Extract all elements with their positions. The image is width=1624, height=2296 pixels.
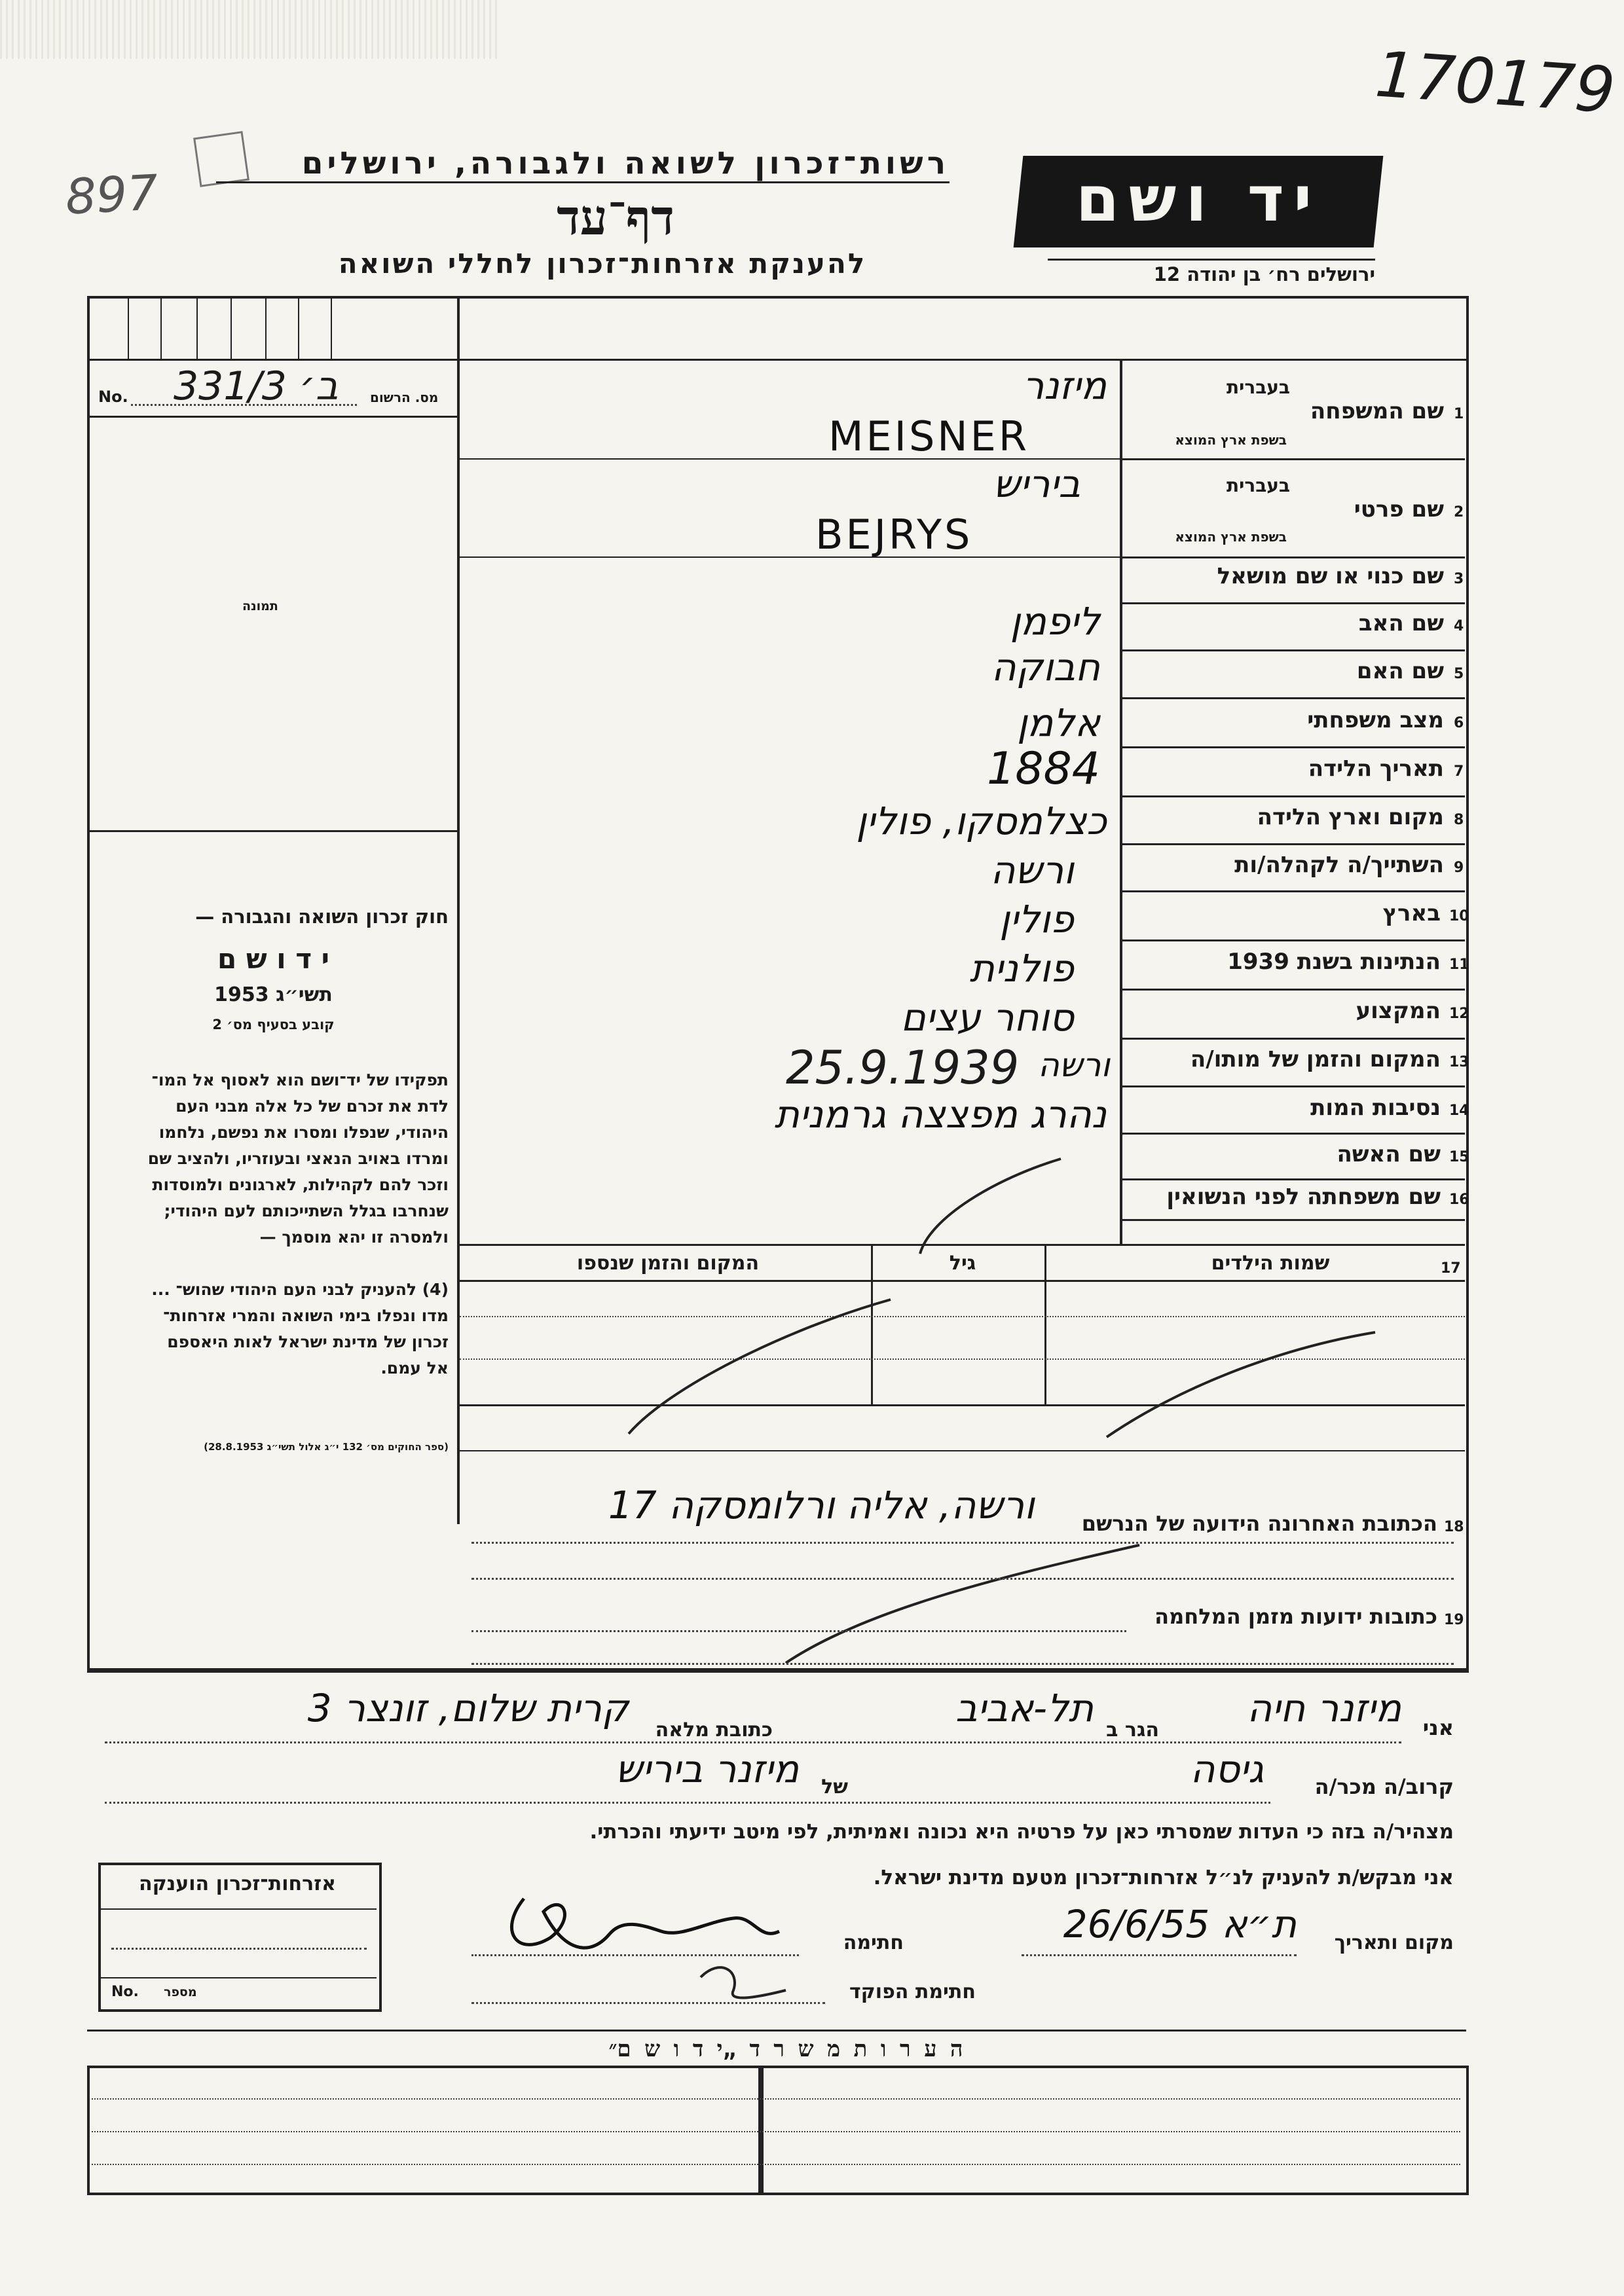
field-8-num: 8: [1454, 812, 1464, 828]
decl-ani: אני: [1422, 1715, 1454, 1740]
field-14-label: נסיבות המות: [1310, 1095, 1441, 1121]
field-1-num: 1: [1454, 406, 1464, 422]
citizenship-number-label: מספר: [164, 1985, 197, 1999]
field-13-label: המקום והזמן של מותו/ה: [1190, 1046, 1441, 1072]
field-8-value: כצלמסקו, פולין: [856, 799, 1107, 843]
law-line-2: לדת את זכרם של כל אלה מבני העם: [175, 1097, 449, 1116]
field-14-num: 14: [1449, 1102, 1469, 1119]
decl-relation: גיסה: [1190, 1747, 1264, 1791]
law-line-4: ומרדו באויב הנאצי ובעוזריו, ולהציב שם: [147, 1149, 449, 1168]
law-line-8: (4) להעניק לבני העם היהודי שהוש־ ...: [151, 1280, 449, 1299]
decl-address-label: כתובת מלאה: [655, 1719, 773, 1741]
children-col-names: שמות הילדים: [1211, 1252, 1330, 1275]
field-12-num: 12: [1449, 1006, 1469, 1022]
law-line-6: שנחרבו בגלל השתייכותם לעם היהודי;: [164, 1201, 449, 1220]
field-1-label: שם המשפחה: [1310, 398, 1444, 424]
children-col-place: המקום והזמן שנספו: [576, 1252, 760, 1275]
field-13-num: 13: [1449, 1054, 1469, 1070]
authority-name: רשות־זכרון לשואה ולגבורה, ירושלים: [216, 145, 950, 183]
field-10-num: 10: [1449, 908, 1469, 924]
law-clause: קובע בסעיף מס׳ 2: [212, 1017, 335, 1032]
field-15-num: 15: [1449, 1149, 1469, 1165]
field-2-label: שם פרטי: [1354, 496, 1444, 522]
field-6-value: אלמן: [1017, 701, 1100, 745]
office-remarks-box: [87, 2066, 1469, 2195]
field-1-value: מיזנר: [1022, 363, 1107, 408]
field-3-label: שם כנוי או שם מושאל: [1217, 563, 1444, 589]
field-15-label: שם האשה: [1337, 1141, 1441, 1167]
field-3-num: 3: [1454, 571, 1464, 587]
field-4-label: שם האב: [1358, 610, 1444, 636]
field-5-value: חבוקה: [991, 645, 1100, 689]
field-4-num: 4: [1454, 618, 1464, 634]
citizenship-title: אזרחות־זכרון הוענקה: [138, 1872, 337, 1895]
address-18-value: ורשה, אליה ורלומסקה 17: [608, 1483, 1035, 1527]
law-line-9: מדו ונפלו בימי השואה והמרי אזרחות־: [163, 1306, 449, 1325]
field-2-sub-origin: בשפת ארץ המוצא: [1175, 529, 1287, 545]
field-14-value: נהרג מפצצה גרמנית: [774, 1092, 1107, 1137]
field-2-sub-hebrew: בעברית: [1226, 475, 1290, 496]
logo-text: יד ושם: [1075, 162, 1321, 236]
decl-relative-label: קרוב/ה מכר/ה: [1314, 1774, 1454, 1799]
decl-signature-label: חתימה: [843, 1931, 904, 1954]
field-13-value-extra: ורשה: [1038, 1046, 1110, 1084]
law-name: י ד ו ש ם: [217, 943, 330, 975]
registration-no-label: No.: [98, 388, 128, 406]
law-line-10: זכרון של מדינת ישראל לאות היאספם: [167, 1332, 449, 1351]
law-line-3: היהודי, שנפלו ומסרו את נפשם, נלחמו: [158, 1123, 449, 1142]
decl-place-date-label: מקום ותאריך: [1334, 1931, 1454, 1954]
margin-number: 897: [64, 164, 160, 226]
address-18-num: 18: [1444, 1519, 1464, 1535]
decl-place-date: ת״א 26/6/55: [1063, 1902, 1297, 1946]
field-6-num: 6: [1454, 715, 1464, 731]
law-line-1: תפקידו של יד־ושם הוא לאסוף אל המו־: [151, 1070, 449, 1089]
field-16-num: 16: [1449, 1192, 1469, 1208]
registration-label: מס. הרשום: [370, 390, 439, 405]
field-7-label: תאריך הלידה: [1308, 756, 1444, 782]
field-10-label: בארץ: [1382, 900, 1441, 926]
field-6-label: מצב משפחתי: [1307, 707, 1444, 733]
decl-city: תל-אביב: [955, 1686, 1094, 1730]
address-19-num: 19: [1444, 1612, 1464, 1628]
field-13-value: 25.9.1939: [786, 1041, 1020, 1095]
decl-of-label: של: [821, 1776, 848, 1798]
registration-number: 331/3 ב׳: [174, 363, 339, 409]
field-1-sub-origin: בשפת ארץ המוצא: [1175, 432, 1287, 448]
field-5-label: שם האם: [1356, 658, 1444, 684]
field-2-value-latin: BEJRYS: [815, 511, 973, 558]
law-line-11: אל עמם.: [380, 1358, 449, 1377]
field-11-value: פולנית: [969, 946, 1074, 991]
decl-address: קרית שלום, זונצר 3: [307, 1686, 629, 1730]
field-5-num: 5: [1454, 666, 1464, 682]
law-title: חוק זכרון השואה והגבורה —: [195, 905, 449, 928]
law-year: תשי״ג 1953: [214, 983, 333, 1006]
address-19-label: כתובות ידועות מזמן המלחמה: [1154, 1604, 1437, 1629]
field-1-value-latin: MEISNER: [828, 412, 1029, 460]
law-footnote: (ספר החוקים מס׳ 132 י״ג אלול תשי״ג 28.8.1953): [204, 1441, 449, 1453]
office-remarks-title: ה ע ר ו ת מ ש ר ד „י ד ו ש ם״: [608, 2036, 963, 2062]
field-8-label: מקום וארץ הלידה: [1257, 804, 1444, 830]
field-12-label: המקצוע: [1356, 998, 1441, 1024]
children-col-age: גיל: [949, 1252, 976, 1275]
law-line-7: ולמסרה זו יהא מוסמך —: [259, 1228, 449, 1247]
citizenship-no-label: No.: [111, 1984, 139, 2000]
decl-of-name: מיזנר ביריש: [615, 1747, 799, 1791]
field-4-value: ליפמן: [1010, 599, 1100, 644]
field-11-label: הנתינות בשנת 1939: [1227, 949, 1441, 975]
field-12-value: סוחר עצים: [900, 995, 1074, 1040]
field-9-value: ורשה: [990, 848, 1074, 892]
field-1-sub-hebrew: בעברית: [1226, 376, 1290, 398]
law-line-5: וזכר להם לקהילות, לארגונים ולמוסדות: [152, 1175, 449, 1194]
photo-label: תמונה: [242, 599, 278, 613]
field-9-num: 9: [1454, 860, 1464, 876]
field-9-label: השתייך/ה לקהלה/ות: [1234, 852, 1444, 878]
field-7-num: 7: [1454, 763, 1464, 780]
decl-statement-2: אני מבקש/ת להעניק לנ״ל אזרחות־זכרון מטעם מדינת ישראל.: [873, 1866, 1454, 1889]
decl-official-label: חתימת הפוקד: [849, 1980, 976, 2003]
decl-name: מיזנר חיה: [1247, 1686, 1401, 1730]
field-16-label: שם משפחתה לפני הנשואין: [1166, 1184, 1441, 1210]
address-18-label: הכתובת האחרונה הידועה של הנרשם: [1081, 1511, 1437, 1536]
children-num: 17: [1441, 1260, 1461, 1277]
decl-residing-label: הגר ב: [1106, 1719, 1159, 1741]
form-title: דף־עד: [557, 190, 674, 246]
handwritten-id: 170179: [1373, 37, 1617, 128]
logo-address: ירושלים רח׳ בן יהודה 12: [1048, 259, 1375, 285]
field-10-value: פולין: [999, 897, 1074, 941]
field-7-value: 1884: [986, 743, 1100, 795]
form-subtitle: להענקת אזרחות־זכרון לחללי השואה: [338, 247, 867, 280]
field-2-value: ביריש: [993, 462, 1080, 506]
decl-statement-1: מצהיר/ה בזה כי העדות שמסרתי כאן על פרטיה היא נכונה ואמיתית, לפי מיטב ידיעתי והכרתי.: [589, 1820, 1454, 1844]
field-2-num: 2: [1454, 504, 1464, 520]
field-11-num: 11: [1449, 957, 1469, 973]
